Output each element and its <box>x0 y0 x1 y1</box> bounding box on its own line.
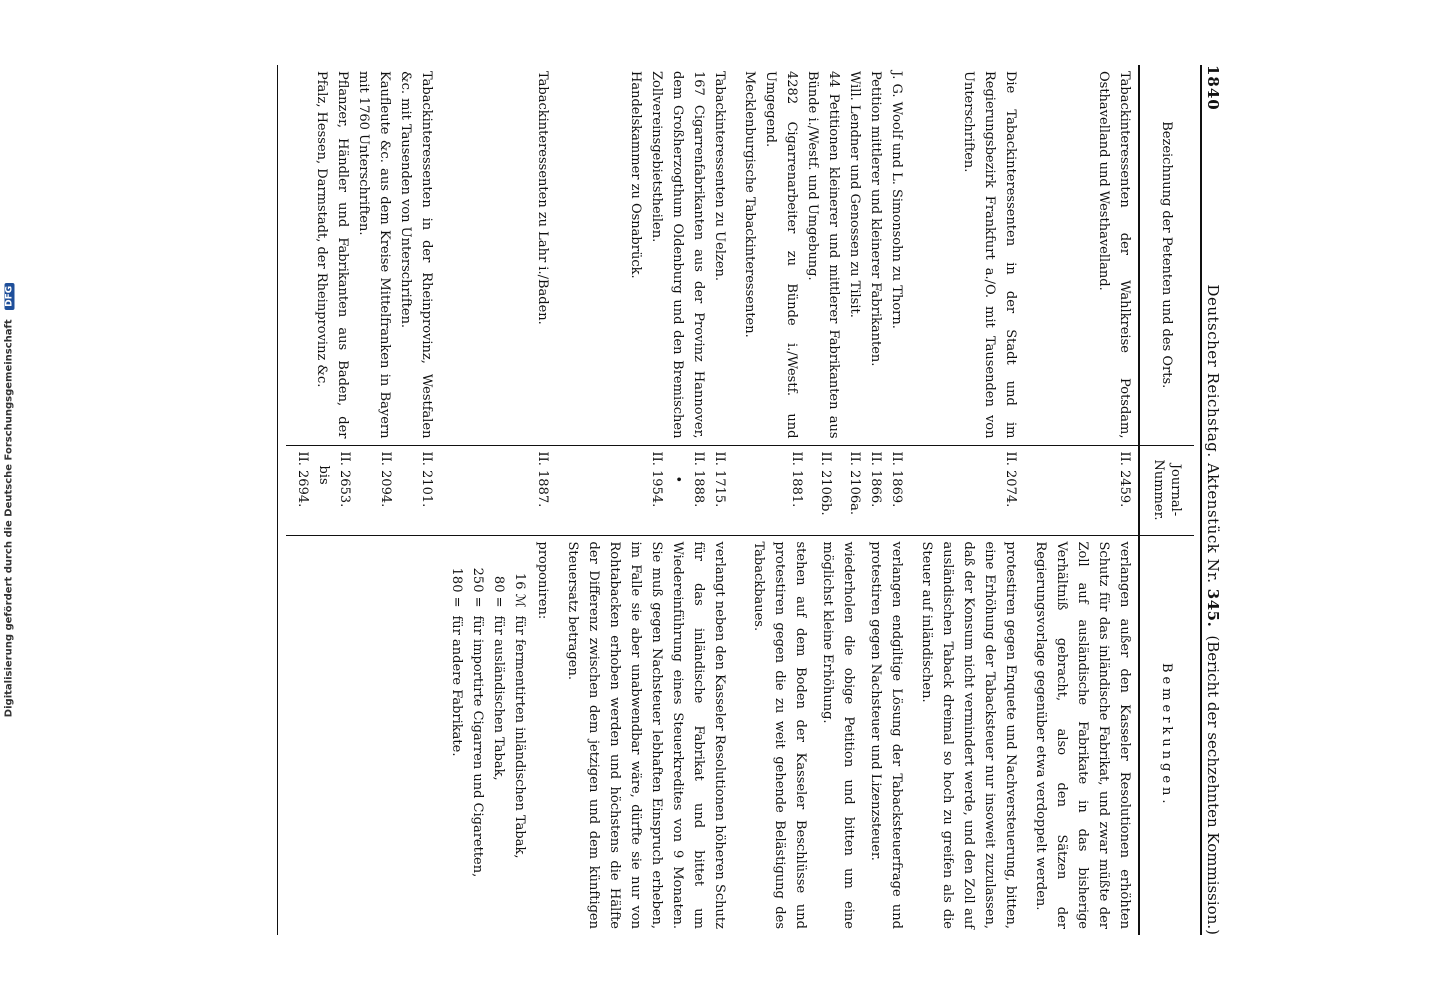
petitioner-text: Tabackinteressenten der Wahlkreise Potsdam, Osthavelland und Westhavelland. <box>1096 71 1132 439</box>
journal-number: II. 1866. <box>868 451 883 508</box>
rate-list <box>446 542 530 930</box>
petitioner-text: Tabackinteressenten in der Rheinprovinz, Westfalen &c. mit Tausenden von Unterschriften. <box>398 71 434 439</box>
document-page <box>134 45 1244 955</box>
remark-text: verlangen außer den Kasseler Resolutionen erhöhten Schutz für das inländische Fabrikat, und zwar müßte der Zoll auf ausländische Fabrikate in das bisherige Verhältniß gebracht, also den Sätzen der Regierungsvorlage gegenüber etwa verdoppelt werden. <box>1033 541 1132 929</box>
petitioner-cell <box>556 65 733 445</box>
rate-text: für fermentirten inländischen Tabak, <box>512 615 527 859</box>
journal-number: II. 2694. <box>295 451 310 508</box>
rate-text: für andere Fabrikate. <box>449 615 464 757</box>
remark-text: protestiren gegen Enquete und Nachversteuerung, bitten, eine Erhöhung der Tabacksteuer nur insoweit zuzulassen, daß der Konsum nicht vermindert werde, und den Zoll auf ausländischen Taback dreimal so hoch zu greifen als die Steuer auf inländischen. <box>919 541 1018 929</box>
petitioner-text: Pflanzer, Händler und Fabrikanten aus Baden, der Pfalz, Hessen, Darmstadt, der Rheinprovinz &c. <box>314 71 350 439</box>
journal-number: II. 2459. <box>1117 451 1132 508</box>
table-header-row <box>1139 65 1194 935</box>
remark-text: stehen auf dem Boden der Kasseler Beschlüsse und protestiren gegen die zu weit gehende Belästigung des Tabackbaues. <box>751 541 808 929</box>
petitioner-text: J. G. Woolf und L. Simonsohn zu Thorn. <box>889 71 904 329</box>
table-row <box>733 65 910 935</box>
journal-number: II. 2101. <box>419 451 434 508</box>
petitioner-cell <box>1024 65 1139 445</box>
petitioner-text: Tabackinteressenten zu Uelzen. <box>712 71 727 282</box>
running-head <box>1200 65 1244 935</box>
remark-text: wiederholen die obige Petition und bitten um eine möglichst kleine Erhöhung. <box>820 541 856 929</box>
journal-number: II. 1887. <box>535 451 550 508</box>
digitization-credit <box>0 0 18 1000</box>
journal-number: II. 1954. <box>649 451 664 508</box>
journal-number: II. 2653. <box>337 451 352 508</box>
running-title <box>1202 276 1223 635</box>
journal-cell <box>440 445 556 535</box>
journal-number: II. 2094. <box>378 451 393 508</box>
table-row <box>286 65 440 935</box>
table-row <box>910 65 1024 935</box>
journal-number: II. 2074. <box>1003 451 1018 508</box>
petitioner-text: 167 Cigarrenfabrikanten aus der Provinz Hannover, dem Großherzogthum Oldenburg und den Bremischen Zollvereinsgebietstheilen. <box>649 71 706 439</box>
journal-range-bis: bis <box>316 465 331 485</box>
table-row <box>1024 65 1139 935</box>
table-row <box>556 65 733 935</box>
dfg-logo: DFG <box>5 283 15 310</box>
rate-item <box>467 562 488 930</box>
petitioner-cell <box>910 65 1024 445</box>
credit-text: Digitalisierung gefördert durch die Deutsche Forschungsgemeinschaft <box>3 319 15 718</box>
journal-cell <box>556 445 733 535</box>
rate-item <box>446 562 467 930</box>
rate-amount: 250 = <box>470 567 485 608</box>
petitioner-text: 4282 Cigarrenarbeiter zu Bünde i./Westf. und Umgegend. <box>763 71 799 439</box>
rate-amount: 16 ℳ <box>512 572 527 608</box>
journal-mark: • <box>670 475 685 484</box>
petitioner-text: Petition mittlerer und kleinerer Fabrikanten. <box>868 71 883 367</box>
journal-number: II. 2106b. <box>818 451 833 516</box>
journal-number: II. 1881. <box>789 451 804 508</box>
petitioner-text: Mecklenburgische Tabackinteressenten. <box>742 71 757 338</box>
petitioner-cell <box>733 65 910 445</box>
remark-cell <box>286 535 440 935</box>
journal-number: II. 1869. <box>889 451 904 508</box>
remark-cell <box>910 535 1024 935</box>
petitioner-cell <box>440 65 556 445</box>
page-number: 1840 <box>1204 65 1222 111</box>
header-remarks: Bemerkungen. <box>1139 535 1194 935</box>
table-row <box>440 65 556 935</box>
rate-text: für ausländischen Tabak, <box>491 615 506 781</box>
title-text: Deutscher Reichstag. <box>1204 284 1222 458</box>
journal-cell <box>733 445 910 535</box>
document-number: 345. <box>1204 588 1222 628</box>
petitioner-text: Tabackinteressenten zu Lahr i./Baden. <box>535 71 550 325</box>
journal-cell <box>1024 445 1139 535</box>
petitioner-text: 44 Petitionen kleinerer und mittlerer Fabrikanten aus Bünde i./Westf. und Umgebung. <box>805 71 841 439</box>
rate-item <box>509 562 530 930</box>
rate-item <box>488 562 509 930</box>
journal-number: II. 2106a. <box>847 451 862 516</box>
rate-amount: 180 = <box>449 567 464 608</box>
petition-table <box>286 65 1194 935</box>
remark-cell <box>556 535 733 935</box>
journal-number: II. 1715. <box>712 451 727 508</box>
petitioner-text: Will. Lendner und Genossen zu Tilsit. <box>847 71 862 318</box>
remark-cell <box>733 535 910 935</box>
petitioner-text: Die Tabackinteressenten in der Stadt und im Regierungsbezirk Frankfurt a./O. mit Tausenden von Unterschriften. <box>961 71 1018 439</box>
remark-text: verlangen endgiltige Lösung der Tabacksteuerfrage und protestiren gegen Nachsteuer und Lizenzsteuer. <box>868 541 904 929</box>
rate-text: für importirte Cigarren und Cigaretten, <box>470 615 485 878</box>
bottom-rule <box>277 65 278 935</box>
journal-cell <box>910 445 1024 535</box>
header-journal-number: Journal-Nummer. <box>1139 445 1194 535</box>
remark-cell <box>1024 535 1139 935</box>
petitioner-text: Kaufleute &c. aus dem Kreise Mittelfranken in Bayern mit 1760 Unterschriften. <box>356 71 392 439</box>
header-petitioners: Bezeichnung der Petenten und des Orts. <box>1139 65 1194 445</box>
remark-intro: proponiren: <box>535 541 550 620</box>
remark-text: verlangt neben den Kasseler Resolutionen höheren Schutz für das inländische Fabrikat und bittet um Wiedereinführung eines Steuerkredites von 9 Monaten. Sie muß gegen Nachsteuer lebhaften Einspruch erheben, im Falle sie aber unabwendbar wäre, dürfte sie nur von Rohtabacken erhoben werden und höchstens die Hälfte der Differenz zwischen dem jetzigen und dem künftigen Steuersatz betragen. <box>565 541 727 929</box>
rate-amount: 80 = <box>491 575 506 608</box>
petitioner-text: Handelskammer zu Osnabrück. <box>628 71 643 279</box>
section-heading: (Bericht der sechzehnten Kommission.) <box>1204 635 1222 935</box>
journal-number: II. 1888. <box>691 451 706 508</box>
document-label: Aktenstück Nr. <box>1204 462 1222 584</box>
petitioner-cell <box>286 65 440 445</box>
remark-cell <box>440 535 556 935</box>
journal-cell <box>286 445 440 535</box>
